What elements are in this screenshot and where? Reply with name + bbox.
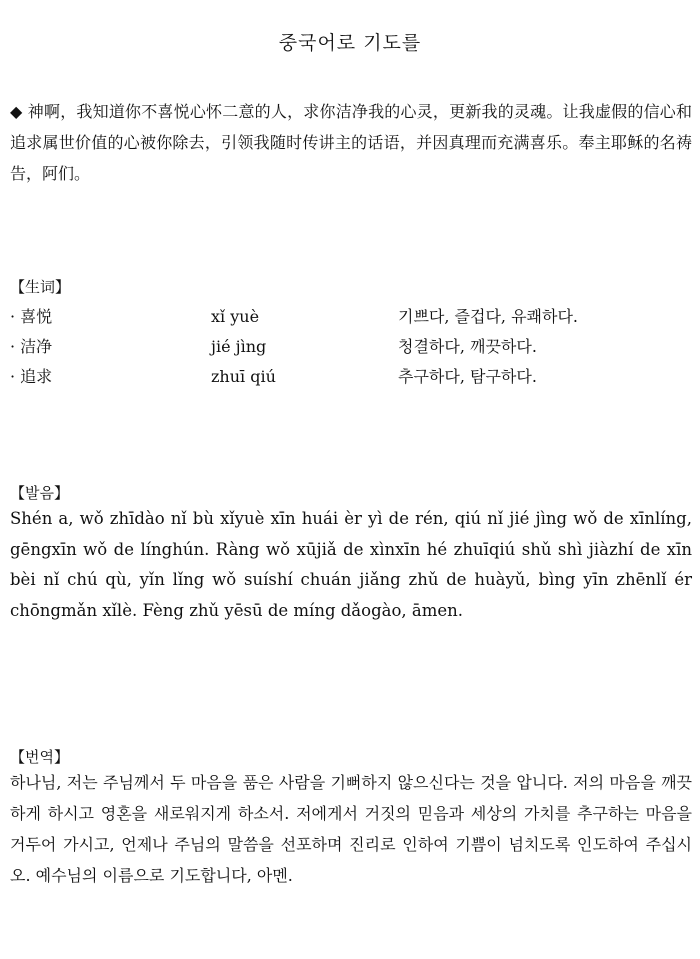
- prayer-text: ◆ 神啊，我知道你不喜悦心怀二意的人，求你洁净我的心灵，更新我的灵魂。让我虚假的信心和追求属世价值的心被你除去，引领我随时传讲主的话语，并因真理而充满喜乐。奉主耶稣的名祷告，阿们。: [10, 102, 692, 183]
- vocab-pinyin: xǐ yuè: [211, 307, 260, 326]
- vocab-word: · 喜悦: [10, 307, 53, 326]
- vocab-item: [10, 332, 692, 362]
- vocab-item: [10, 362, 692, 392]
- pronunciation-text: Shén a, wǒ zhīdào nǐ bù xǐyuè xīn huái èr yì de rén, qiú nǐ jié jìng wǒ de xīnlíng, gēngxīn wǒ de línghún. Ràng wǒ xūjiǎ de xìnxīn hé zhuīqiú shǔ shì jiàzhí de xīn bèi nǐ chú qù, yǐn lǐng wǒ suíshí chuán jiǎng zhǔ de huàyǔ, bìng yīn zhēnlǐ ér chōngmǎn xǐlè. Fèng zhǔ yēsū de míng dǎogào, āmen.: [10, 509, 692, 620]
- vocab-item: [10, 302, 692, 332]
- vocab-meaning: 추구하다, 탐구하다.: [398, 367, 537, 386]
- translation-heading: 【번역】: [10, 748, 69, 766]
- vocab-word: · 追求: [10, 367, 53, 386]
- vocab-heading: 【生词】: [10, 278, 71, 296]
- vocab-meaning: 기쁘다, 즐겁다, 유쾌하다.: [398, 307, 578, 326]
- page-title: 중국어로 기도를: [278, 32, 422, 54]
- vocab-word: · 洁净: [10, 337, 53, 356]
- translation-text: 하나님, 저는 주님께서 두 마음을 품은 사람을 기뻐하지 않으신다는 것을 압니다. 저의 마음을 깨끗하게 하시고 영혼을 새로워지게 하소서. 저에게서 거짓의 믿음과 세상의 가치를 추구하는 마음을 거두어 가시고, 언제나 주님의 말씀을 선포하며 진리로 인하여 기쁨이 넘치도록 인도하여 주십시오. 예수님의 이름으로 기도합니다, 아멘.: [10, 773, 692, 885]
- pronunciation-heading: 【발음】: [10, 484, 69, 502]
- vocab-pinyin: jié jìng: [211, 337, 267, 356]
- vocab-pinyin: zhuī qiú: [211, 367, 276, 386]
- vocab-list: [10, 302, 692, 392]
- vocab-meaning: 청결하다, 깨끗하다.: [398, 337, 537, 356]
